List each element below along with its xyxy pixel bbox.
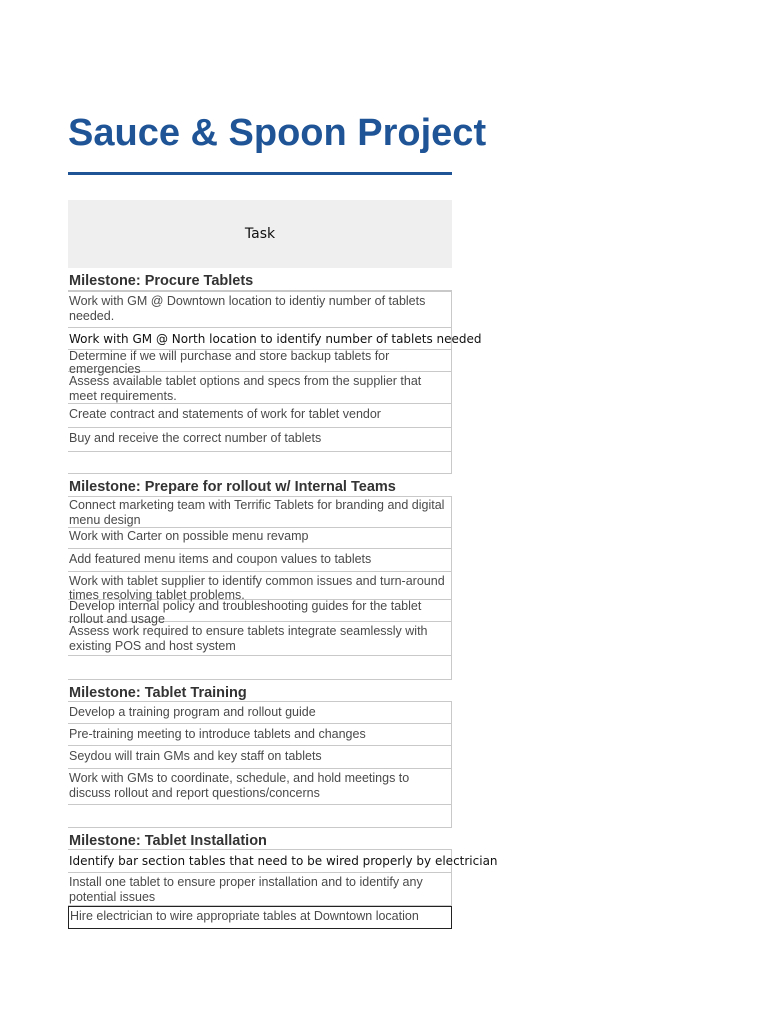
task-row[interactable]: Develop a training program and rollout guide xyxy=(68,702,452,724)
task-row[interactable]: Connect marketing team with Terrific Tablets for branding and digital menu design xyxy=(68,497,452,528)
task-sheet xyxy=(68,200,498,929)
milestone-header: Milestone: Tablet Installation xyxy=(68,828,452,850)
task-row[interactable]: Work with GM @ North location to identify number of tablets needed xyxy=(68,328,452,350)
page-title: Sauce & Spoon Project xyxy=(68,112,487,154)
task-row[interactable]: Buy and receive the correct number of tablets xyxy=(68,428,452,452)
task-row[interactable]: Pre-training meeting to introduce tablets and changes xyxy=(68,724,452,746)
task-row[interactable]: Seydou will train GMs and key staff on tablets xyxy=(68,746,452,769)
task-row[interactable]: Work with tablet supplier to identify common issues and turn-around times resolving tablet problems. xyxy=(68,572,452,600)
milestone-header: Milestone: Procure Tablets xyxy=(68,268,452,291)
column-header xyxy=(68,200,452,268)
task-row[interactable]: Determine if we will purchase and store backup tablets for emergencies xyxy=(68,350,452,372)
task-row[interactable]: Add featured menu items and coupon values to tablets xyxy=(68,549,452,572)
title-divider xyxy=(68,172,452,175)
task-row[interactable]: Install one tablet to ensure proper installation and to identify any potential issues xyxy=(68,873,452,906)
task-row[interactable]: Assess available tablet options and specs from the supplier that meet requirements. xyxy=(68,372,452,404)
milestone-header: Milestone: Prepare for rollout w/ Internal Teams xyxy=(68,474,452,497)
blank-row xyxy=(68,656,452,680)
blank-row xyxy=(68,452,452,474)
task-row[interactable]: Assess work required to ensure tablets integrate seamlessly with existing POS and host system xyxy=(68,622,452,656)
task-row[interactable]: Work with GMs to coordinate, schedule, and hold meetings to discuss rollout and report questions/concerns xyxy=(68,769,452,805)
milestone-header: Milestone: Tablet Training xyxy=(68,680,452,702)
task-row[interactable]: Identify bar section tables that need to be wired properly by electrician xyxy=(68,850,452,873)
blank-row xyxy=(68,805,452,828)
column-header-task: Task xyxy=(244,226,276,242)
task-row-selected[interactable]: Hire electrician to wire appropriate tables at Downtown location xyxy=(68,906,452,929)
task-row[interactable]: Develop internal policy and troubleshooting guides for the tablet rollout and usage xyxy=(68,600,452,622)
task-row[interactable]: Work with GM @ Downtown location to identiy number of tablets needed. xyxy=(68,291,452,328)
task-row[interactable]: Create contract and statements of work for tablet vendor xyxy=(68,404,452,428)
task-row[interactable]: Work with Carter on possible menu revamp xyxy=(68,528,452,549)
